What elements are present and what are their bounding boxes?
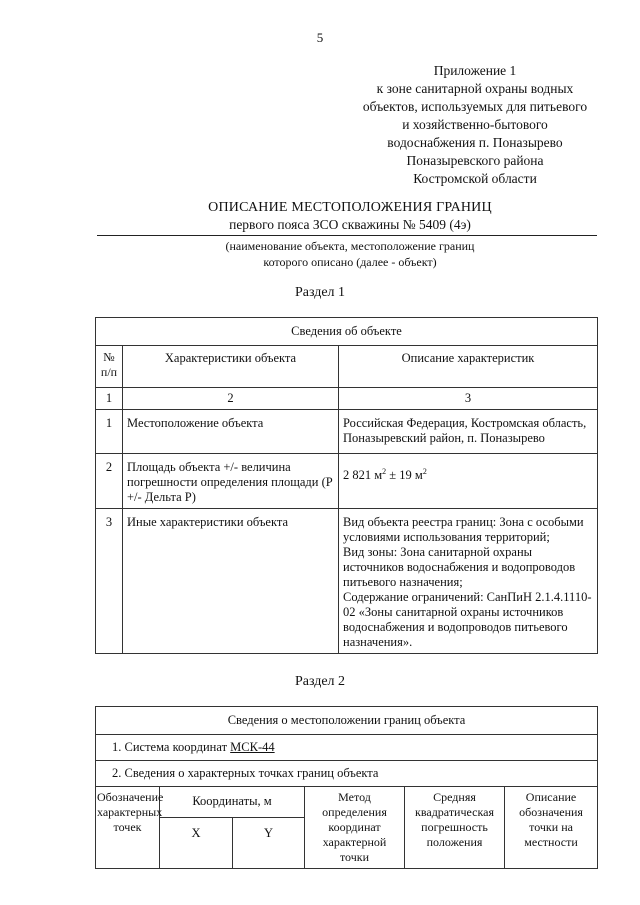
row-description-area <box>339 454 598 509</box>
appendix-line: к зоне санитарной охраны водных <box>376 81 574 96</box>
row-description-other <box>339 509 598 654</box>
appendix-block <box>330 62 620 188</box>
header-description: Описание характеристик <box>339 346 598 388</box>
header-method: Метод определения координат характерной точки <box>305 787 405 869</box>
row-characteristic: Местоположение объекта <box>123 410 339 454</box>
table-row <box>96 509 598 654</box>
coord-system-value: МСК-44 <box>230 740 275 754</box>
appendix-line: водоснабжения п. Поназырево <box>387 135 563 150</box>
header-designation: Обозначение характерных точек <box>96 787 160 869</box>
table-title: Сведения о местоположении границ объекта <box>96 707 598 735</box>
index-cell: 3 <box>339 388 598 410</box>
note-line: которого описано (далее - объект) <box>263 255 437 269</box>
points-title: 2. Сведения о характерных точках границ объекта <box>96 761 598 787</box>
area-error-unit-power: 2 <box>422 466 427 476</box>
appendix-line: и хозяйственно-бытового <box>402 117 548 132</box>
header-coords: Координаты, м <box>160 787 305 818</box>
table-title: Сведения об объекте <box>96 318 598 346</box>
document-subtitle: первого пояса ЗСО скважины № 5409 (4э) <box>229 217 471 232</box>
appendix-line: Костромской области <box>413 171 537 186</box>
area-unit-power: 2 <box>382 466 387 476</box>
header-point-description: Описание обозначения точки на местности <box>505 787 598 869</box>
appendix-line: Поназыревского района <box>406 153 544 168</box>
index-cell: 1 <box>96 388 123 410</box>
row-num: 2 <box>96 454 123 509</box>
page-number: 5 <box>316 30 324 45</box>
row-num: 1 <box>96 410 123 454</box>
row-description: Российская Федерация, Костромская область, Поназыревский район, п. Поназырево <box>339 410 598 454</box>
header-y: Y <box>233 817 305 868</box>
other-line: Содержание ограничений: СанПиН 2.1.4.1110-02 «Зоны санитарной охраны источников водоснабжения и водопроводов питьевого назначения». <box>343 590 592 649</box>
object-info-table <box>95 317 598 654</box>
area-value: 2 821 м <box>343 468 383 482</box>
appendix-line: Приложение 1 <box>433 63 517 78</box>
other-line: Вид зоны: Зона санитарной охраны источников водоснабжения и водопроводов питьевого назначения; <box>343 545 576 589</box>
subtitle-note <box>100 238 600 270</box>
header-characteristics: Характеристики объекта <box>123 346 339 388</box>
area-error: ± 19 м <box>386 468 423 482</box>
header-x: X <box>160 817 233 868</box>
row-num: 3 <box>96 509 123 654</box>
index-cell: 2 <box>123 388 339 410</box>
table-row <box>96 410 598 454</box>
section1-title: Раздел 1 <box>294 285 346 300</box>
row-characteristic: Площадь объекта +/- величина погрешности определения площади (Р +/- Дельта Р) <box>123 454 339 509</box>
appendix-line: объектов, используемых для питьевого <box>362 99 588 114</box>
boundary-table <box>95 706 598 869</box>
other-line: Вид объекта реестра границ: Зона с особыми условиями использования территорий; <box>343 515 584 544</box>
coord-system-row <box>96 735 598 761</box>
document-title: ОПИСАНИЕ МЕСТОПОЛОЖЕНИЯ ГРАНИЦ <box>208 200 492 215</box>
row-characteristic: Иные характеристики объекта <box>123 509 339 654</box>
subtitle-underline <box>97 235 597 236</box>
note-line: (наименование объекта, местоположение границ <box>225 239 475 253</box>
header-num: № п/п <box>96 346 123 388</box>
section2-title: Раздел 2 <box>294 674 346 689</box>
coord-system-label: 1. Система координат <box>112 740 228 754</box>
table-row <box>96 454 598 509</box>
header-rmse: Средняя квадратическая погрешность положения <box>405 787 505 869</box>
